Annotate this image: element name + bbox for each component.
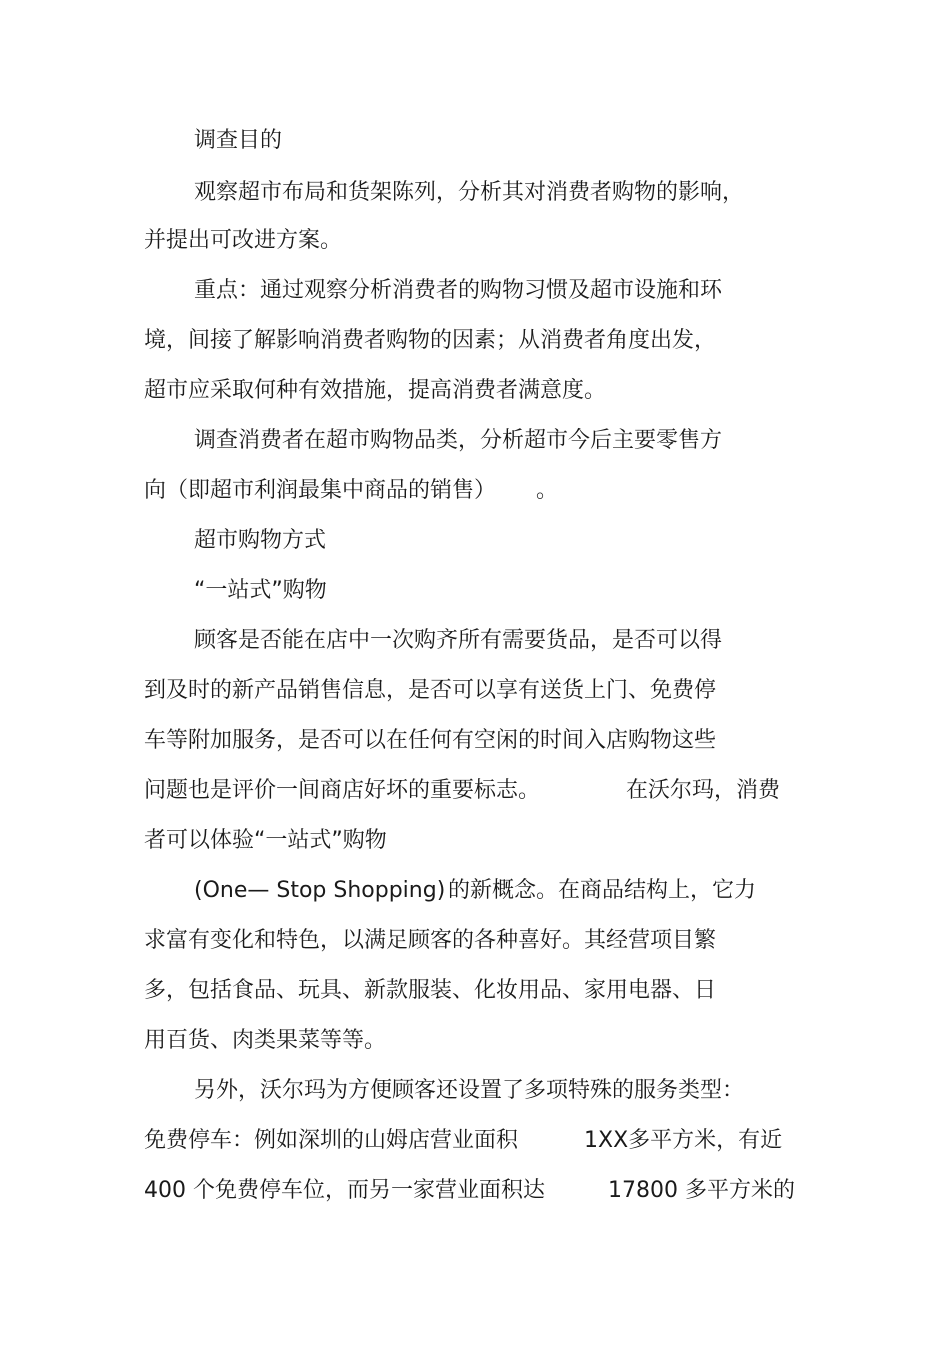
heading-shopping-method	[0, 526, 327, 556]
text-segment: 调查消费者在超市购物品类，分析超市今后主要零售方	[194, 428, 723, 453]
text-segment: 观察超市布局和货架陈列，分析其对消费者购物的影响，	[194, 180, 745, 205]
paragraph-line	[0, 276, 723, 306]
text-segment: 1XX多平方米，有近	[584, 1128, 783, 1153]
text-segment: 用百货、肉类果菜等等。	[144, 1028, 387, 1053]
text-segment: 车等附加服务，是否可以在任何有空闲的时间入店购物这些	[144, 728, 717, 753]
text-segment: 求富有变化和特色，以满足顾客的各种喜好。其经营项目繁	[144, 928, 717, 953]
text-segment: 400 个免费停车位，而另一家营业面积达	[144, 1178, 545, 1203]
paragraph-line	[0, 676, 717, 706]
paragraph-line	[0, 876, 757, 906]
text-segment: “一站式”购物	[194, 578, 327, 603]
paragraph-line	[0, 726, 717, 756]
text-segment: 并提出可改进方案。	[144, 228, 343, 253]
paragraph-line	[0, 178, 745, 208]
paragraph-line	[0, 1176, 795, 1206]
paragraph-line	[0, 976, 717, 1006]
text-segment: 免费停车：例如深圳的山姆店营业面积	[144, 1128, 519, 1153]
paragraph-line	[0, 326, 717, 356]
text-segment: 。	[536, 478, 559, 503]
text-segment: 境，间接了解影响消费者购物的因素；从消费者角度出发，	[144, 328, 717, 353]
text-segment: 顾客是否能在店中一次购齐所有需要货品，是否可以得	[194, 628, 723, 653]
paragraph-line	[0, 426, 723, 456]
paragraph-line	[0, 1026, 387, 1056]
paragraph-line	[0, 826, 387, 856]
paragraph-line	[0, 376, 607, 406]
text-segment: 在沃尔玛，消费	[626, 778, 781, 803]
paragraph-line	[0, 476, 559, 506]
text-segment: 另外，沃尔玛为方便顾客还设置了多项特殊的服务类型：	[194, 1078, 745, 1103]
paragraph-line	[0, 776, 781, 806]
text-segment: 到及时的新产品销售信息，是否可以享有送货上门、免费停	[144, 678, 717, 703]
text-segment: 17800 多平方米的	[608, 1178, 795, 1203]
text-segment: 重点：通过观察分析消费者的购物习惯及超市设施和环	[194, 278, 723, 303]
text-segment: 向（即超市利润最集中商品的销售）	[144, 478, 497, 503]
paragraph-line	[0, 1126, 783, 1156]
text-segment: 者可以体验“一站式”购物	[144, 828, 387, 853]
text-segment: 问题也是评价一间商店好坏的重要标志。	[144, 778, 541, 803]
text-segment: 超市应采取何种有效措施，提高消费者满意度。	[144, 378, 607, 403]
paragraph-line	[0, 226, 343, 256]
paragraph-line	[0, 1076, 745, 1106]
text-segment: 超市购物方式	[194, 528, 327, 553]
heading-survey-purpose	[0, 126, 283, 156]
paragraph-line	[0, 926, 717, 956]
text-segment: 调查目的	[194, 128, 283, 153]
paragraph-line	[0, 626, 723, 656]
text-segment: 多，包括食品、玩具、新款服装、化妆用品、家用电器、日	[144, 978, 717, 1003]
text-segment: 的新概念。在商品结构上，它力	[448, 878, 757, 903]
heading-one-stop	[0, 576, 327, 606]
text-segment: (One— Stop Shopping)	[194, 878, 446, 903]
